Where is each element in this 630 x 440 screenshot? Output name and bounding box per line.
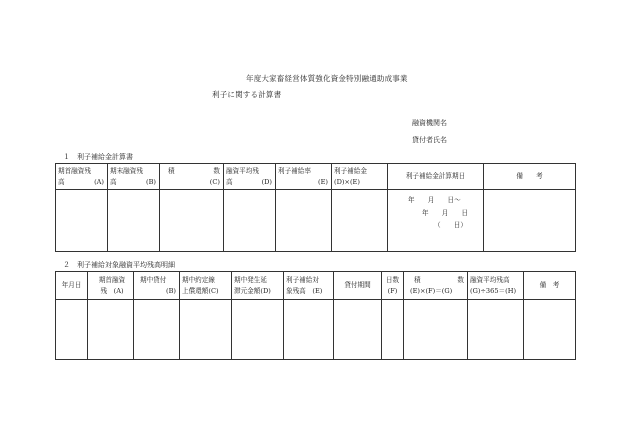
cell-subsidy-amount	[332, 190, 388, 252]
cell-arrears-principal	[232, 300, 284, 360]
section1-data-row	[56, 190, 576, 252]
cell-period-lending	[134, 300, 180, 360]
col-closing-balance: 期末融資残 高 (B)	[108, 164, 160, 190]
col-remarks-2: 備 考	[524, 272, 576, 300]
section1-header-row	[56, 164, 576, 190]
cell-opening-balance	[56, 190, 108, 252]
cell-calculation-period: 年 月 日〜 年 月 日 （ 日）	[388, 190, 484, 252]
cell-product-sum	[160, 190, 224, 252]
cell-subsidy-target-balance	[284, 300, 334, 360]
col-calculation-period: 利子補給金計算期日	[388, 164, 484, 190]
col-product-sum-2: 積 数 (E)×(F)＝(G)	[404, 272, 468, 300]
section2-data-row	[56, 300, 576, 360]
col-scheduled-repayment: 期中約定線 上償還額(C)	[180, 272, 232, 300]
cell-opening-loan	[88, 300, 134, 360]
lender-label: 融資機関名	[412, 119, 447, 127]
average-balance-detail-table	[55, 271, 576, 360]
section2-header-row	[56, 272, 576, 300]
cell-scheduled-repayment	[180, 300, 232, 360]
cell-remarks-2	[524, 300, 576, 360]
cell-average-balance	[224, 190, 276, 252]
document-title: 年度大家畜経営体質強化資金特別融通助成事業	[246, 74, 408, 83]
col-remarks: 備 考	[484, 164, 576, 190]
section1-heading: １ 利子補給金計算書	[63, 153, 133, 161]
cell-loan-period	[334, 300, 382, 360]
col-opening-balance: 期首融資残 高 (A)	[56, 164, 108, 190]
cell-closing-balance	[108, 190, 160, 252]
cell-date	[56, 300, 88, 360]
col-opening-loan: 期首融資 残 (A)	[88, 272, 134, 300]
col-period-lending: 期中貸付 (B)	[134, 272, 180, 300]
cell-days	[382, 300, 404, 360]
section2-heading: ２ 利子補給対象融資平均残高明細	[63, 261, 175, 269]
col-product-sum: 積 数 (C)	[160, 164, 224, 190]
document-subtitle: 利子に関する計算書	[212, 90, 282, 99]
col-subsidy-amount: 利子補給金 (D)×(E)	[332, 164, 388, 190]
cell-average-balance-2	[468, 300, 524, 360]
col-arrears-principal: 期中発生延 滞元金額(D)	[232, 272, 284, 300]
col-subsidy-target-balance: 利子補給対 象残高 (E)	[284, 272, 334, 300]
cell-product-sum-2	[404, 300, 468, 360]
borrower-label: 貸付者氏名	[412, 136, 447, 144]
col-average-balance: 融資平均残 高 (D)	[224, 164, 276, 190]
col-subsidy-rate: 利子補給率 (E)	[276, 164, 332, 190]
cell-subsidy-rate	[276, 190, 332, 252]
cell-remarks	[484, 190, 576, 252]
col-loan-period: 貸付期間	[334, 272, 382, 300]
col-average-balance-2: 融資平均残高 (G)÷365＝(H)	[468, 272, 524, 300]
col-days: 日数 (F)	[382, 272, 404, 300]
col-date: 年月日	[56, 272, 88, 300]
interest-subsidy-table	[55, 163, 576, 252]
